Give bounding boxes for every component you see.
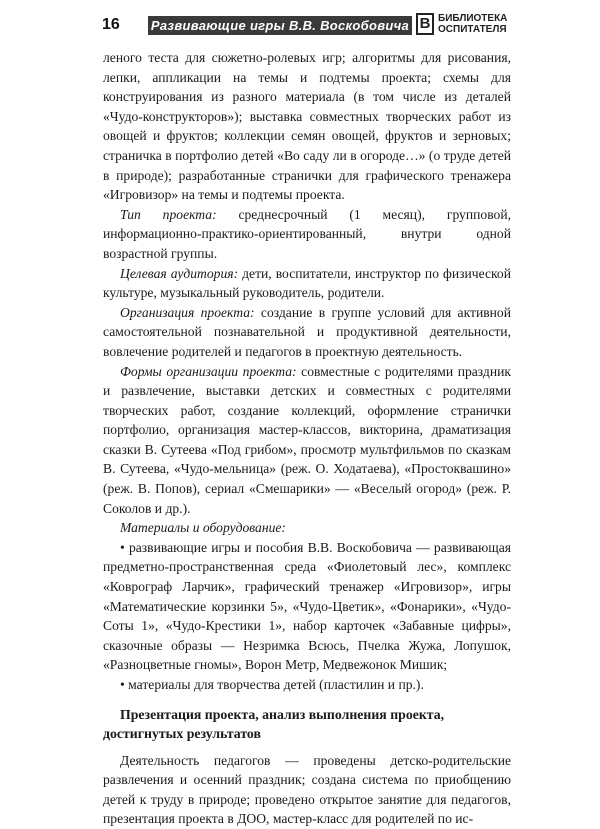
project-type-text: среднесрочный (1 месяц), групповой, информационно-практико-ориентированный, внутри одной возрастной группы.	[103, 206, 512, 261]
page-number: 16	[102, 16, 120, 33]
materials-heading	[103, 518, 511, 538]
materials-bullet-1: • развивающие игры и пособия В.В. Воскобовича — развивающая предметно-пространственная среда «Фиолетовый лес», комплекс «Коврограф Ларчик», графический тренажер «Игровизор», игры «Математические корзинки 5», «Чудо-Цветик», «Фонарики», «Чудо-Соты 1», «Чудо-Крестики 1», набор карточек «Забавные цифры», сказочные образы — Незримка Всюсь, Пчелка Жужа, Лопушок, «Разноцветные гномы», Ворон Метр, Медвежонок Мишик;	[103, 539, 511, 673]
organization-text: создание в группе условий для активной самостоятельной познавательной и продуктивной деятельности, вовлечение родителей и педагогов в проектную деятельность.	[103, 304, 511, 359]
section-heading: Презентация проекта, анализ выполнения проекта, достигнутых результатов	[103, 706, 445, 741]
series-logo-line1: БИБЛИОТЕКА	[438, 13, 508, 24]
materials-bullet-2: • материалы для творчества детей (пластилин и пр.).	[120, 677, 424, 692]
running-title: Развивающие игры В.В. Воскобовича	[148, 16, 412, 35]
forms-text: совместные с родителями праздник и развлечение, выставки детских и совместных с родителями творческих работ, создание коллекций, оформление странички портфолио, организация мастер-классов, викторина, драматизация сказки В. Сутеева «Под грибом», просмотр мультфильмов по сказкам В. Сутеева, «Чудо-мельница» (реж. О. Ходатаева), «Простоквашино» (реж. В. Попов), сериал «Смешарики» — «Веселый огород» (реж. Р. Соколов и др.).	[103, 363, 511, 516]
project-type-paragraph	[103, 205, 511, 264]
target-audience-paragraph	[103, 264, 511, 303]
project-type-label: Тип проекта:	[120, 206, 217, 222]
organization-label: Организация проекта:	[120, 304, 255, 320]
page-body	[103, 48, 511, 829]
running-header	[0, 0, 600, 44]
forms-label: Формы организации проекта:	[120, 363, 297, 379]
series-logo-line2: ОСПИТАТЕЛЯ	[438, 24, 507, 35]
final-paragraph: Деятельность педагогов — проведены детско-родительские развлечения и осенний праздник; создана система по приобщению детей к труду в природе; проведено открытое занятие для педагогов, презентация проекта в ДОО, мастер-класс для родителей по ис-	[103, 752, 511, 827]
target-audience-label: Целевая аудитория:	[120, 265, 239, 281]
series-logo-text	[438, 13, 507, 35]
forms-paragraph	[103, 362, 511, 519]
series-logo-icon: В	[416, 13, 434, 35]
organization-paragraph	[103, 303, 511, 362]
intro-paragraph: леного теста для сюжетно-ролевых игр; алгоритмы для рисования, лепки, аппликации на темы и подтемы проекта; схемы для конструирования из разного материала (в том числе из деталей «Чудо-конструкторов»); выставка совместных творческих работ из овощей и фруктов; коллекции семян овощей, фруктов и зерновых; страничка в портфолио детей «Во саду ли в огороде…» (о труде детей в природе); разработанные странички для графического тренажера «Игровизор» на темы и подтемы проекта.	[103, 50, 511, 203]
materials-label: Материалы и оборудование:	[120, 520, 286, 536]
target-audience-text: дети, воспитатели, инструктор по физической культуре, музыкальный руководитель, родители.	[103, 265, 511, 301]
